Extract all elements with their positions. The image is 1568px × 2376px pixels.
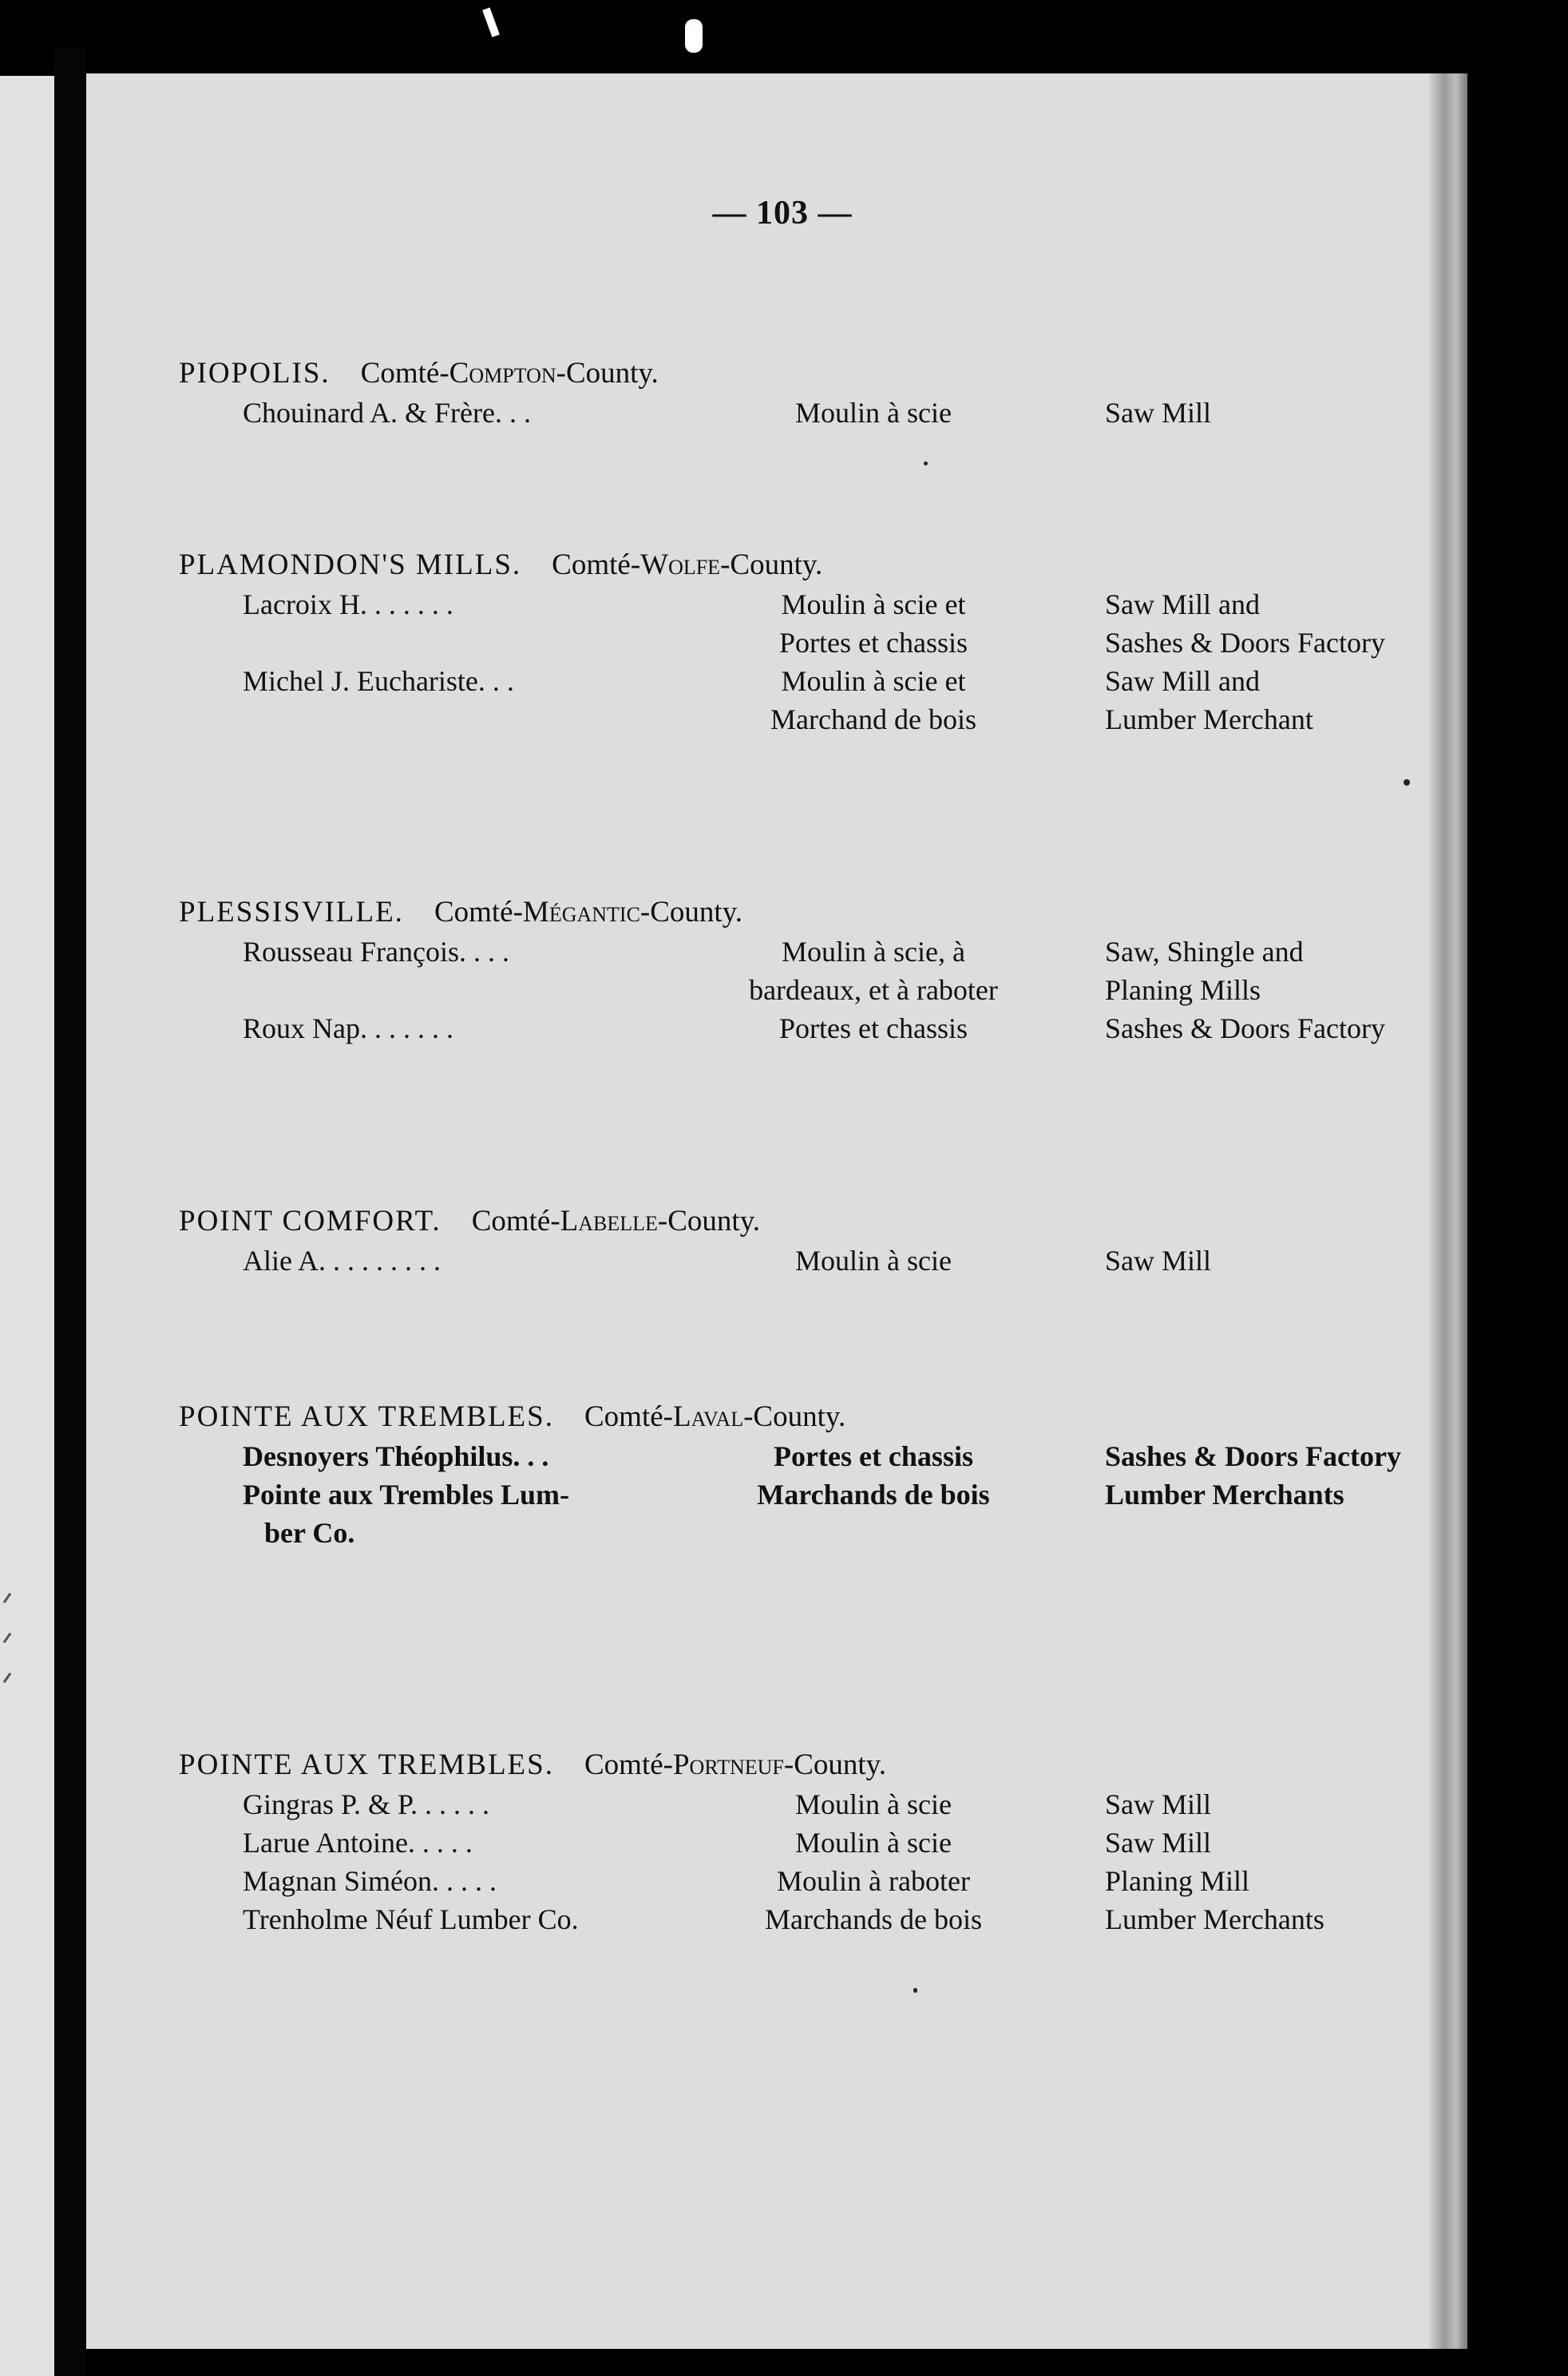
entry-english: Lumber Merchants (1105, 1479, 1344, 1511)
county-suffix: -County. (639, 896, 743, 929)
entry-french: Moulin à raboter (777, 1865, 970, 1897)
county-prefix: Comté- (360, 357, 449, 390)
entry-row (179, 1009, 1385, 1047)
entry-name: Rousseau François. . . . (243, 936, 509, 968)
section-point-comfort (179, 1202, 1212, 1280)
entry-english: Saw Mill (1105, 397, 1212, 429)
adjacent-page-mark (3, 1593, 11, 1603)
entry-english: Sashes & Doors Factory (1105, 1440, 1401, 1472)
county-prefix: Comté- (584, 1400, 673, 1433)
entry-french: Moulin à scie (795, 1788, 952, 1820)
county-name: Laval (672, 1400, 744, 1433)
county-name: Labelle (560, 1205, 658, 1238)
entry-french: Marchands de bois (765, 1903, 982, 1935)
entry-french: Portes et chassis (779, 1012, 968, 1044)
entry-row (179, 662, 1260, 700)
county-name: Compton (449, 357, 556, 390)
entry-french: Portes et chassis (774, 1440, 973, 1472)
place-name: POINTE AUX TREMBLES. (179, 1400, 554, 1433)
entry-french: Portes et chassis (779, 627, 968, 659)
section-pointe-aux-trembles-portneuf (179, 1745, 1324, 1938)
entry-name: Alie A. . . . . . . . . (243, 1245, 441, 1277)
entry-name: Trenholme Néuf Lumber Co. (243, 1903, 579, 1935)
county-name: Wolfe (640, 548, 721, 581)
entry-french: Moulin à scie, à (782, 936, 965, 968)
county-prefix: Comté- (434, 896, 523, 929)
entry-name: Gingras P. & P. . . . . . (243, 1788, 490, 1820)
place-name: POINT COMFORT. (179, 1205, 441, 1238)
entry-english: Saw Mill (1105, 1788, 1212, 1820)
place-name: PIOPOLIS. (179, 357, 331, 390)
county-name: Mégantic (522, 896, 640, 929)
section-heading (179, 354, 659, 394)
entry-english: Lumber Merchant (1105, 703, 1313, 735)
adjacent-page-edge (0, 76, 54, 2376)
section-heading (179, 1202, 760, 1241)
entry-english: Lumber Merchants (1105, 1903, 1324, 1935)
entry-french: bardeaux, et à raboter (749, 974, 998, 1006)
county-suffix: -County. (743, 1400, 846, 1433)
scan-artifact (482, 7, 500, 37)
entry-english: Planing Mill (1105, 1865, 1250, 1897)
entry-row (179, 394, 1212, 432)
entry-english: Planing Mills (1105, 974, 1261, 1006)
book-gutter (54, 48, 86, 2376)
county-suffix: -County. (657, 1205, 761, 1238)
scan-artifact (685, 19, 703, 53)
entry-name: Pointe aux Trembles Lum- (243, 1479, 570, 1511)
place-name: POINTE AUX TREMBLES. (179, 1748, 554, 1781)
entry-row (179, 1241, 1212, 1280)
entry-english: Saw Mill and (1105, 665, 1260, 697)
entry-french: Moulin à scie (795, 397, 952, 429)
entry-row (179, 971, 1261, 1009)
place-name: PLESSISVILLE. (179, 896, 404, 929)
entry-name: Magnan Siméon. . . . . (243, 1865, 497, 1897)
section-heading (179, 1397, 845, 1437)
entry-english: Saw Mill (1105, 1827, 1212, 1859)
entry-row (179, 1514, 845, 1552)
page-number: — 103 — (712, 195, 853, 232)
entry-name: Larue Antoine. . . . . (243, 1827, 473, 1859)
entry-name: Michel J. Eucharistе. . . (243, 665, 514, 697)
entry-row (179, 624, 1385, 662)
entry-french: Marchands de bois (757, 1479, 990, 1511)
section-piopolis (179, 354, 1212, 432)
county-suffix: -County. (556, 357, 659, 390)
entry-french: Moulin à scie et (781, 588, 966, 620)
entry-row (179, 1862, 1250, 1900)
section-plamondons-mills (179, 545, 1385, 739)
entry-english: Saw, Shingle and (1105, 936, 1304, 968)
page-edge-shadow (1429, 73, 1467, 2349)
section-heading (179, 1745, 886, 1785)
county-prefix: Comté- (552, 548, 641, 581)
scan-speck (913, 1988, 917, 1993)
entry-row (179, 1824, 1212, 1862)
entry-english: Sashes & Doors Factory (1105, 1012, 1385, 1044)
section-plessisville (179, 893, 1385, 1047)
entry-row (179, 1437, 1401, 1475)
entry-row (179, 1785, 1212, 1824)
place-name: PLAMONDON'S MILLS. (179, 548, 522, 581)
entry-french: Moulin à scie et (781, 665, 966, 697)
adjacent-page-mark (3, 1633, 11, 1643)
section-heading (179, 545, 822, 585)
section-pointe-aux-trembles-laval (179, 1397, 1401, 1552)
entry-english: Saw Mill and (1105, 588, 1260, 620)
entry-english: Sashes & Doors Factory (1105, 627, 1385, 659)
entry-row (179, 1900, 1324, 1938)
county-name: Portneuf (672, 1748, 784, 1781)
scan-speck (1404, 779, 1410, 786)
entry-name: Lacroix H. . . . . . . (243, 588, 453, 620)
section-heading (179, 893, 742, 933)
scan-speck (924, 461, 928, 465)
entry-name: Desnoyers Théophilus. . . (243, 1440, 549, 1472)
county-suffix: -County. (720, 548, 823, 581)
county-prefix: Comté- (584, 1748, 673, 1781)
entry-name: ber Co. (243, 1517, 355, 1549)
entry-row (179, 933, 1304, 971)
entry-french: Marchand de bois (770, 703, 976, 735)
entry-row (179, 700, 1313, 739)
entry-row (179, 585, 1260, 624)
entry-name: Roux Nap. . . . . . . (243, 1012, 453, 1044)
entry-name: Chouinard A. & Frère. . . (243, 397, 531, 429)
county-prefix: Comté- (471, 1205, 560, 1238)
entry-english: Saw Mill (1105, 1245, 1212, 1277)
adjacent-page-mark (3, 1673, 11, 1683)
county-suffix: -County. (783, 1748, 887, 1781)
entry-row (179, 1475, 1344, 1514)
entry-french: Moulin à scie (795, 1827, 952, 1859)
entry-french: Moulin à scie (795, 1245, 952, 1277)
